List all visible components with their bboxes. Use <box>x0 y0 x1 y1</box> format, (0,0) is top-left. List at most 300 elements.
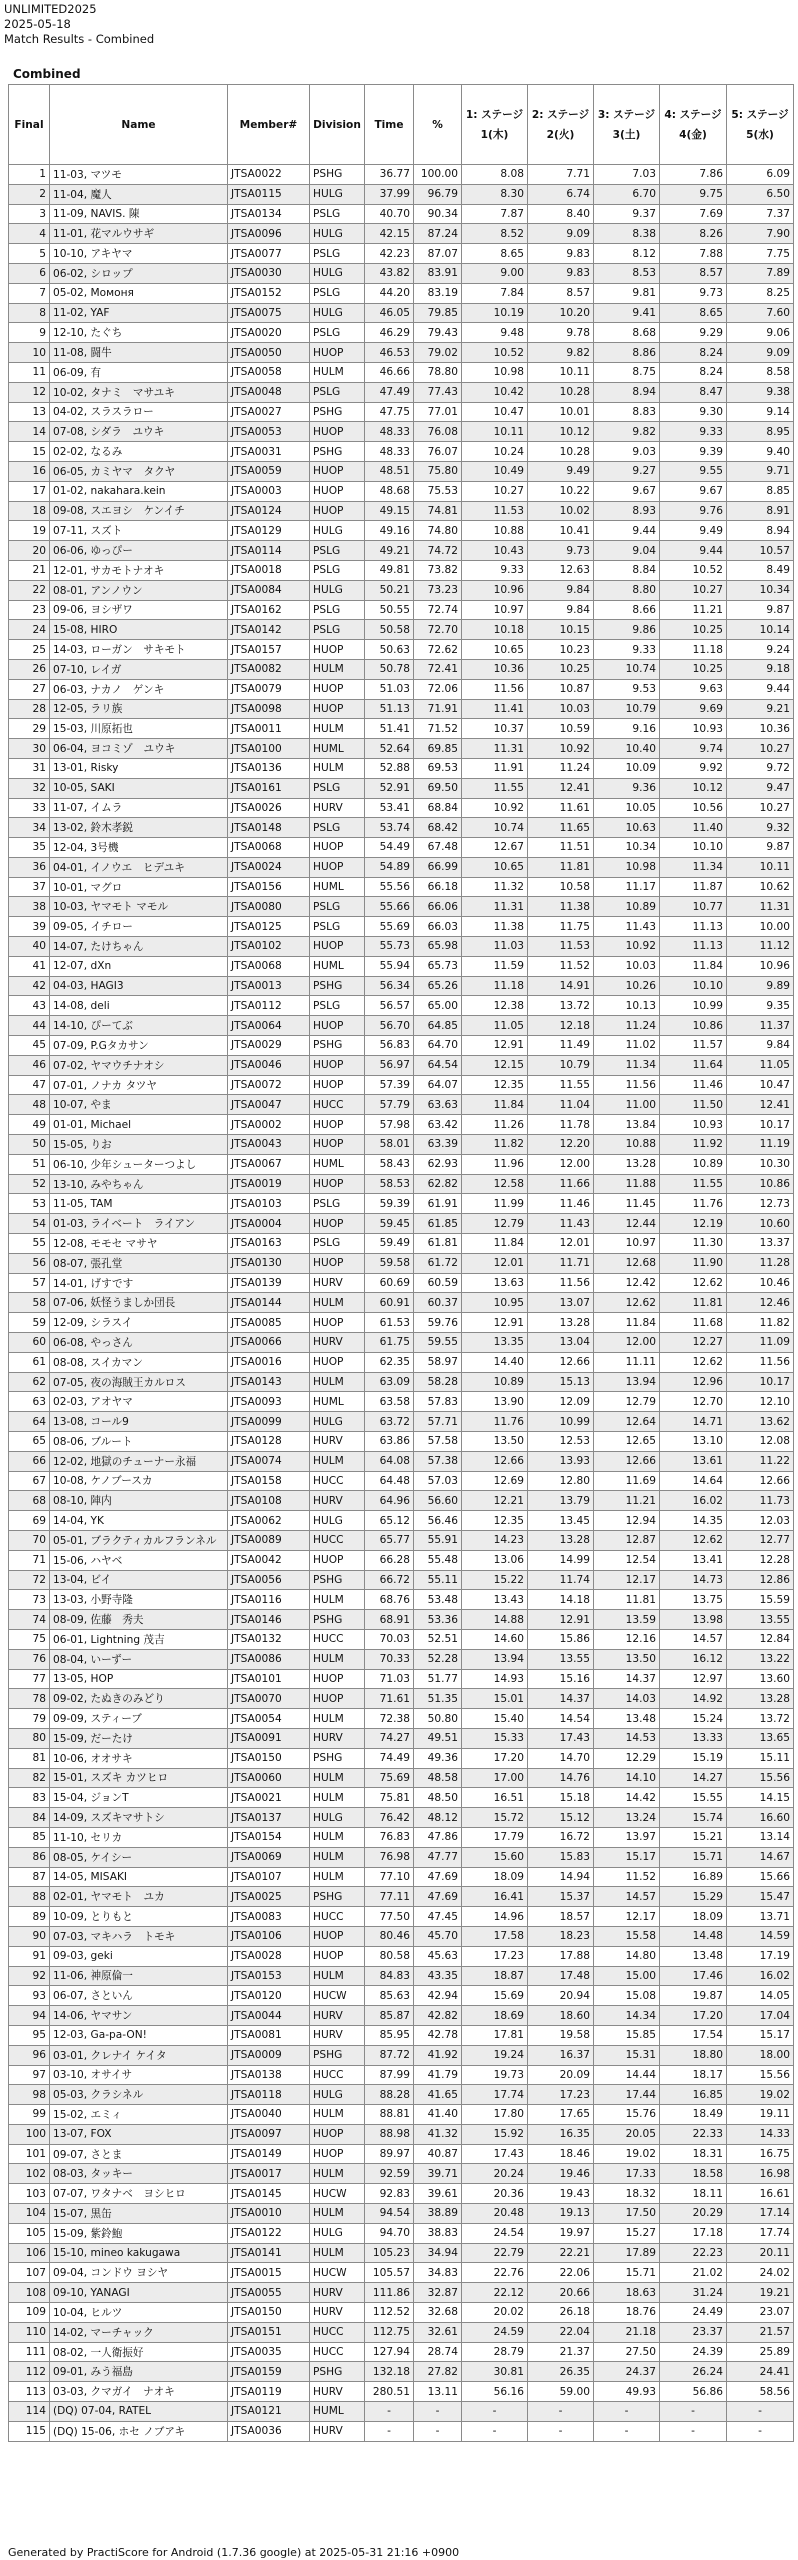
table-row <box>9 1036 794 1056</box>
division: HUOP <box>310 2124 365 2144</box>
stage-2-time: 11.46 <box>528 1194 594 1214</box>
stage-1-time: 10.96 <box>462 580 528 600</box>
stage-5-time: 7.60 <box>727 303 794 323</box>
table-row <box>9 263 794 283</box>
competitor-name: 12-04, 3号機 <box>50 838 228 858</box>
time: 58.53 <box>365 1174 414 1194</box>
member-number: JTSA0059 <box>228 461 310 481</box>
table-row <box>9 224 794 244</box>
stage-2-time: 17.23 <box>528 2085 594 2105</box>
division: HUOP <box>310 422 365 442</box>
final-place: 8 <box>9 303 50 323</box>
member-number: JTSA0106 <box>228 1926 310 1946</box>
stage-3-time: 10.03 <box>594 956 660 976</box>
final-place: 86 <box>9 1847 50 1867</box>
stage-4-time: 13.41 <box>660 1550 727 1570</box>
stage-3-time: 8.53 <box>594 263 660 283</box>
division: PSLG <box>310 917 365 937</box>
stage-1-time: 11.96 <box>462 1154 528 1174</box>
stage-1-time: 14.40 <box>462 1352 528 1372</box>
table-row <box>9 303 794 323</box>
time: 62.35 <box>365 1352 414 1372</box>
stage-4-time: 15.24 <box>660 1709 727 1729</box>
stage-1-time: 10.18 <box>462 620 528 640</box>
percent: 58.97 <box>414 1352 462 1372</box>
col-time: Time <box>365 85 414 165</box>
stage-3-time: 10.79 <box>594 699 660 719</box>
stage-5-time: 9.38 <box>727 382 794 402</box>
division: PSLG <box>310 1234 365 1254</box>
col-stage-1: 1: ステージ1(木) <box>462 85 528 165</box>
stage-5-time: 12.10 <box>727 1392 794 1412</box>
member-number: JTSA0125 <box>228 917 310 937</box>
stage-1-time: 8.52 <box>462 224 528 244</box>
member-number: JTSA0022 <box>228 165 310 185</box>
percent: 59.55 <box>414 1333 462 1353</box>
stage-5-time: 11.05 <box>727 1055 794 1075</box>
final-place: 95 <box>9 2025 50 2045</box>
member-number: JTSA0029 <box>228 1036 310 1056</box>
stage-2-time: 9.84 <box>528 600 594 620</box>
stage-1-time: 11.05 <box>462 1016 528 1036</box>
results-table <box>8 84 794 2442</box>
stage-2-time: 16.35 <box>528 2124 594 2144</box>
time: 49.21 <box>365 541 414 561</box>
competitor-name: 06-01, Lightning 茂吉 <box>50 1629 228 1649</box>
percent: 75.80 <box>414 461 462 481</box>
member-number: JTSA0066 <box>228 1333 310 1353</box>
division: PSHG <box>310 1570 365 1590</box>
stage-2-time: 10.25 <box>528 659 594 679</box>
division: HULM <box>310 2243 365 2263</box>
stage-3-time: 13.59 <box>594 1610 660 1630</box>
stage-4-time: 18.80 <box>660 2045 727 2065</box>
competitor-name: 09-05, イチロー <box>50 917 228 937</box>
division: HURV <box>310 2006 365 2026</box>
stage-3-time: 8.84 <box>594 560 660 580</box>
member-number: JTSA0134 <box>228 204 310 224</box>
final-place: 36 <box>9 857 50 877</box>
member-number: JTSA0128 <box>228 1432 310 1452</box>
stage-3-time: 9.33 <box>594 640 660 660</box>
final-place: 28 <box>9 699 50 719</box>
stage-3-time: 15.17 <box>594 1847 660 1867</box>
stage-2-time: 11.52 <box>528 956 594 976</box>
table-row <box>9 1946 794 1966</box>
table-row <box>9 165 794 185</box>
final-place: 104 <box>9 2204 50 2224</box>
division: HULG <box>310 1808 365 1828</box>
stage-5-time: 9.24 <box>727 640 794 660</box>
stage-3-time: 9.53 <box>594 679 660 699</box>
stage-2-time: 15.18 <box>528 1788 594 1808</box>
stage-4-time: 11.13 <box>660 937 727 957</box>
stage-3-time: 12.17 <box>594 1570 660 1590</box>
member-number: JTSA0056 <box>228 1570 310 1590</box>
table-row <box>9 1075 794 1095</box>
stage-1-time: 13.43 <box>462 1590 528 1610</box>
stage-1-time: 10.89 <box>462 1372 528 1392</box>
table-row <box>9 2006 794 2026</box>
time: 94.70 <box>365 2223 414 2243</box>
stage-5-time: 10.30 <box>727 1154 794 1174</box>
time: 111.86 <box>365 2283 414 2303</box>
time: 56.97 <box>365 1055 414 1075</box>
stage-4-time: 12.27 <box>660 1333 727 1353</box>
final-place: 69 <box>9 1511 50 1531</box>
stage-2-time: 11.74 <box>528 1570 594 1590</box>
division: PSHG <box>310 1036 365 1056</box>
stage-1-time: 11.55 <box>462 778 528 798</box>
table-row <box>9 1313 794 1333</box>
stage-2-time: 10.79 <box>528 1055 594 1075</box>
table-row <box>9 937 794 957</box>
division: PSLG <box>310 541 365 561</box>
table-row <box>9 758 794 778</box>
table-row <box>9 2025 794 2045</box>
table-row <box>9 1451 794 1471</box>
time: 52.91 <box>365 778 414 798</box>
stage-1-time: 10.11 <box>462 422 528 442</box>
competitor-name: 07-10, レイガ <box>50 659 228 679</box>
final-place: 3 <box>9 204 50 224</box>
member-number: JTSA0079 <box>228 679 310 699</box>
stage-2-time: 18.60 <box>528 2006 594 2026</box>
stage-2-time: 13.28 <box>528 1530 594 1550</box>
percent: 79.43 <box>414 323 462 343</box>
competitor-name: 06-04, ヨコミゾ ユウキ <box>50 739 228 759</box>
table-row <box>9 2164 794 2184</box>
stage-3-time: 15.08 <box>594 1986 660 2006</box>
time: 53.74 <box>365 818 414 838</box>
percent: 74.81 <box>414 501 462 521</box>
stage-2-time: 11.61 <box>528 798 594 818</box>
stage-1-time: 15.01 <box>462 1689 528 1709</box>
stage-2-time: 12.01 <box>528 1234 594 1254</box>
member-number: JTSA0040 <box>228 2105 310 2125</box>
competitor-name: 08-01, アンノウン <box>50 580 228 600</box>
stage-2-time: 11.55 <box>528 1075 594 1095</box>
time: 65.77 <box>365 1530 414 1550</box>
competitor-name: 13-10, みやちゃん <box>50 1174 228 1194</box>
stage-2-time: 13.79 <box>528 1491 594 1511</box>
stage-3-time: 11.56 <box>594 1075 660 1095</box>
stage-3-time: 12.17 <box>594 1907 660 1927</box>
stage-3-time: 9.81 <box>594 283 660 303</box>
final-place: 88 <box>9 1887 50 1907</box>
percent: 61.85 <box>414 1214 462 1234</box>
division: HUML <box>310 739 365 759</box>
table-row <box>9 521 794 541</box>
stage-4-time: 8.24 <box>660 362 727 382</box>
stage-4-time: 26.24 <box>660 2362 727 2382</box>
division: PSLG <box>310 244 365 264</box>
percent: 69.85 <box>414 739 462 759</box>
member-number: JTSA0019 <box>228 1174 310 1194</box>
stage-3-time: 10.05 <box>594 798 660 818</box>
member-number: JTSA0068 <box>228 956 310 976</box>
division: HUOP <box>310 937 365 957</box>
table-row <box>9 422 794 442</box>
table-row <box>9 1570 794 1590</box>
final-place: 97 <box>9 2065 50 2085</box>
stage-2-time: 19.58 <box>528 2025 594 2045</box>
competitor-name: 06-05, カミヤマ タクヤ <box>50 461 228 481</box>
division: HUOP <box>310 2144 365 2164</box>
stage-5-time: 15.17 <box>727 2025 794 2045</box>
final-place: 5 <box>9 244 50 264</box>
section-title: Combined <box>13 67 81 81</box>
stage-1-time: 17.23 <box>462 1946 528 1966</box>
competitor-name: 13-01, Risky <box>50 758 228 778</box>
time: 52.88 <box>365 758 414 778</box>
division: HURV <box>310 1432 365 1452</box>
competitor-name: 05-02, Момоня <box>50 283 228 303</box>
table-row <box>9 1768 794 1788</box>
competitor-name: 08-04, いーずー <box>50 1649 228 1669</box>
competitor-name: 06-02, シロップ <box>50 263 228 283</box>
percent: 59.76 <box>414 1313 462 1333</box>
col-stage-5: 5: ステージ5(水) <box>727 85 794 165</box>
stage-4-time: 18.09 <box>660 1907 727 1927</box>
stage-4-time: 19.87 <box>660 1986 727 2006</box>
stage-3-time: 49.93 <box>594 2382 660 2402</box>
stage-2-time: 10.11 <box>528 362 594 382</box>
division: HUOP <box>310 1253 365 1273</box>
time: 52.64 <box>365 739 414 759</box>
stage-5-time: 15.66 <box>727 1867 794 1887</box>
table-row <box>9 1016 794 1036</box>
member-number: JTSA0154 <box>228 1827 310 1847</box>
table-row <box>9 362 794 382</box>
final-place: 68 <box>9 1491 50 1511</box>
stage-4-time: 16.85 <box>660 2085 727 2105</box>
time: 80.46 <box>365 1926 414 1946</box>
competitor-name: 14-02, マーチャック <box>50 2322 228 2342</box>
stage-1-time: 30.81 <box>462 2362 528 2382</box>
stage-1-time: 15.92 <box>462 2124 528 2144</box>
stage-1-time: 11.99 <box>462 1194 528 1214</box>
competitor-name: 11-03, マツモ <box>50 165 228 185</box>
time: 55.73 <box>365 937 414 957</box>
final-place: 44 <box>9 1016 50 1036</box>
stage-1-time: 11.84 <box>462 1234 528 1254</box>
final-place: 2 <box>9 184 50 204</box>
time: 88.98 <box>365 2124 414 2144</box>
member-number: JTSA0072 <box>228 1075 310 1095</box>
competitor-name: 07-11, スズト <box>50 521 228 541</box>
division: HUCC <box>310 2065 365 2085</box>
table-row <box>9 976 794 996</box>
time: 51.41 <box>365 719 414 739</box>
member-number: JTSA0138 <box>228 2065 310 2085</box>
stage-2-time: 12.80 <box>528 1471 594 1491</box>
percent: 69.53 <box>414 758 462 778</box>
table-row <box>9 442 794 462</box>
stage-1-time: 28.79 <box>462 2342 528 2362</box>
member-number: JTSA0018 <box>228 560 310 580</box>
competitor-name: 11-08, 闘牛 <box>50 343 228 363</box>
table-row <box>9 1095 794 1115</box>
division: PSHG <box>310 976 365 996</box>
stage-3-time: 9.67 <box>594 481 660 501</box>
competitor-name: 11-01, 花マルウサギ <box>50 224 228 244</box>
time: 59.58 <box>365 1253 414 1273</box>
division: HULM <box>310 362 365 382</box>
percent: 61.72 <box>414 1253 462 1273</box>
stage-5-time: 10.62 <box>727 877 794 897</box>
stage-2-time: 11.04 <box>528 1095 594 1115</box>
stage-5-time: 10.27 <box>727 739 794 759</box>
percent: 38.83 <box>414 2223 462 2243</box>
stage-2-time: 12.63 <box>528 560 594 580</box>
stage-3-time: 17.33 <box>594 2164 660 2184</box>
competitor-name: 15-09, だーたけ <box>50 1728 228 1748</box>
member-number: JTSA0145 <box>228 2184 310 2204</box>
stage-4-time: 14.35 <box>660 1511 727 1531</box>
final-place: 10 <box>9 343 50 363</box>
stage-4-time: 14.48 <box>660 1926 727 1946</box>
competitor-name: 09-03, geki <box>50 1946 228 1966</box>
member-number: JTSA0021 <box>228 1788 310 1808</box>
stage-4-time: 18.11 <box>660 2184 727 2204</box>
final-place: 84 <box>9 1808 50 1828</box>
division: HUCC <box>310 1471 365 1491</box>
table-row <box>9 620 794 640</box>
stage-3-time: 12.16 <box>594 1629 660 1649</box>
member-number: JTSA0060 <box>228 1768 310 1788</box>
stage-2-time: 9.78 <box>528 323 594 343</box>
stage-5-time: 10.11 <box>727 857 794 877</box>
percent: 61.91 <box>414 1194 462 1214</box>
table-row <box>9 1926 794 1946</box>
stage-2-time: 19.43 <box>528 2184 594 2204</box>
final-place: 31 <box>9 758 50 778</box>
stage-3-time: 10.74 <box>594 659 660 679</box>
division: HULM <box>310 1788 365 1808</box>
stage-5-time: 15.56 <box>727 2065 794 2085</box>
stage-1-time: 13.94 <box>462 1649 528 1669</box>
percent: 72.06 <box>414 679 462 699</box>
time: 70.33 <box>365 1649 414 1669</box>
final-place: 40 <box>9 937 50 957</box>
stage-4-time: 21.02 <box>660 2263 727 2283</box>
stage-4-time: 11.13 <box>660 917 727 937</box>
stage-4-time: 9.44 <box>660 541 727 561</box>
stage-2-time: 11.78 <box>528 1115 594 1135</box>
stage-1-time: - <box>462 2402 528 2422</box>
stage-2-time: 11.56 <box>528 1273 594 1293</box>
stage-1-time: 13.90 <box>462 1392 528 1412</box>
stage-2-time: 17.43 <box>528 1728 594 1748</box>
division: HURV <box>310 2283 365 2303</box>
division: PSLG <box>310 897 365 917</box>
percent: 56.60 <box>414 1491 462 1511</box>
division: HULM <box>310 1847 365 1867</box>
stage-5-time: 9.87 <box>727 838 794 858</box>
stage-4-time: 22.23 <box>660 2243 727 2263</box>
member-number: JTSA0153 <box>228 1966 310 1986</box>
stage-5-time: 58.56 <box>727 2382 794 2402</box>
stage-4-time: 14.64 <box>660 1471 727 1491</box>
stage-4-time: 11.81 <box>660 1293 727 1313</box>
division: HURV <box>310 1728 365 1748</box>
percent: 47.69 <box>414 1887 462 1907</box>
stage-2-time: 14.70 <box>528 1748 594 1768</box>
division: HULG <box>310 580 365 600</box>
final-place: 115 <box>9 2421 50 2441</box>
final-place: 53 <box>9 1194 50 1214</box>
stage-5-time: 15.47 <box>727 1887 794 1907</box>
stage-4-time: 13.10 <box>660 1432 727 1452</box>
stage-3-time: 6.70 <box>594 184 660 204</box>
stage-1-time: 8.65 <box>462 244 528 264</box>
stage-4-time: 9.73 <box>660 283 727 303</box>
stage-5-time: 12.77 <box>727 1530 794 1550</box>
stage-1-time: 15.22 <box>462 1570 528 1590</box>
stage-1-time: 10.19 <box>462 303 528 323</box>
time: 48.51 <box>365 461 414 481</box>
competitor-name: 07-09, P.Gタカサン <box>50 1036 228 1056</box>
stage-1-time: 10.36 <box>462 659 528 679</box>
table-row <box>9 1827 794 1847</box>
stage-4-time: 24.49 <box>660 2303 727 2323</box>
division: HUOP <box>310 838 365 858</box>
competitor-name: 06-07, さといん <box>50 1986 228 2006</box>
member-number: JTSA0086 <box>228 1649 310 1669</box>
table-row <box>9 838 794 858</box>
member-number: JTSA0004 <box>228 1214 310 1234</box>
final-place: 41 <box>9 956 50 976</box>
col-final: Final <box>9 85 50 165</box>
division: HUOP <box>310 1055 365 1075</box>
time: 53.41 <box>365 798 414 818</box>
stage-5-time: 14.05 <box>727 1986 794 2006</box>
table-row <box>9 1530 794 1550</box>
competitor-name: 11-10, セリカ <box>50 1827 228 1847</box>
stage-3-time: 14.80 <box>594 1946 660 1966</box>
competitor-name: 11-04, 魔人 <box>50 184 228 204</box>
time: 87.72 <box>365 2045 414 2065</box>
time: 66.28 <box>365 1550 414 1570</box>
competitor-name: 15-02, エミィ <box>50 2105 228 2125</box>
percent: 64.85 <box>414 1016 462 1036</box>
final-place: 72 <box>9 1570 50 1590</box>
division: PSLG <box>310 600 365 620</box>
division: HURV <box>310 1333 365 1353</box>
col-stage-4: 4: ステージ4(金) <box>660 85 727 165</box>
stage-4-time: 10.52 <box>660 560 727 580</box>
time: 51.13 <box>365 699 414 719</box>
stage-5-time: 10.17 <box>727 1372 794 1392</box>
percent: 56.46 <box>414 1511 462 1531</box>
percent: 49.36 <box>414 1748 462 1768</box>
stage-1-time: 11.38 <box>462 917 528 937</box>
time: 68.76 <box>365 1590 414 1610</box>
table-row <box>9 2322 794 2342</box>
percent: 57.83 <box>414 1392 462 1412</box>
time: 132.18 <box>365 2362 414 2382</box>
stage-5-time: 14.67 <box>727 1847 794 1867</box>
stage-2-time: 12.18 <box>528 1016 594 1036</box>
stage-5-time: - <box>727 2421 794 2441</box>
stage-3-time: 11.88 <box>594 1174 660 1194</box>
percent: 77.01 <box>414 402 462 422</box>
stage-4-time: 17.54 <box>660 2025 727 2045</box>
stage-2-time: 13.07 <box>528 1293 594 1313</box>
table-row <box>9 1590 794 1610</box>
member-number: JTSA0158 <box>228 1471 310 1491</box>
